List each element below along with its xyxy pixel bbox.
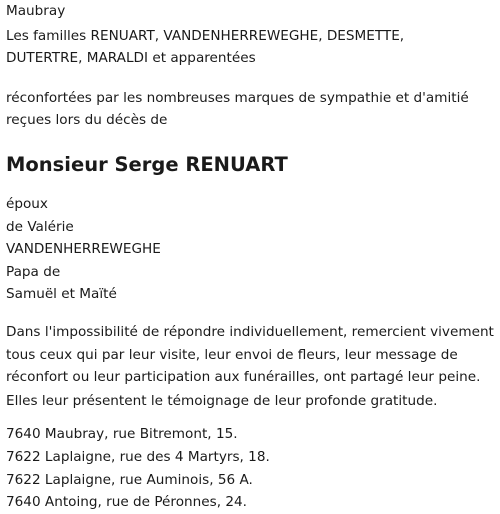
gratitude-text: Elles leur présentent le témoignage de leur profonde gratitude. xyxy=(6,392,438,409)
deceased-name-block xyxy=(6,150,494,180)
relation-line: Samuël et Maïté xyxy=(6,286,117,303)
message-line: réconfort ou leur participation aux funérailles, ont partagé leur peine. xyxy=(6,369,481,386)
families-block xyxy=(6,25,494,70)
address-line: 7622 Laplaigne, rue Auminois, 56 A. xyxy=(6,471,253,488)
relation-line: Papa de xyxy=(6,263,61,280)
relation-line: époux xyxy=(6,195,48,212)
location-block xyxy=(6,0,494,23)
gratitude-block xyxy=(6,390,494,413)
thanks-line: reçues lors du décès de xyxy=(6,112,168,129)
address-line: 7622 Laplaigne, rue des 4 Martyrs, 18. xyxy=(6,448,270,465)
relation-line: de Valérie xyxy=(6,218,74,235)
thanks-block xyxy=(6,87,494,132)
location-text: Maubray xyxy=(6,3,66,19)
message-line: Dans l'impossibilité de répondre individuellement, remercient vivement xyxy=(6,323,494,340)
families-line: DUTERTRE, MARALDI et apparentées xyxy=(6,50,256,67)
relation-line: VANDENHERREWEGHE xyxy=(6,241,161,258)
address-line: 7640 Antoing, rue de Péronnes, 24. xyxy=(6,494,247,511)
message-line: tous ceux qui par leur visite, leur envoi de fleurs, leur message de xyxy=(6,346,458,363)
address-line: 7640 Maubray, rue Bitremont, 15. xyxy=(6,426,238,443)
message-block xyxy=(6,321,494,389)
thanks-line: réconfortées par les nombreuses marques de sympathie et d'amitié xyxy=(6,89,469,106)
obituary-thanks-notice xyxy=(6,0,494,514)
addresses-block xyxy=(6,423,494,513)
families-line: Les familles RENUART, VANDENHERREWEGHE, DESMETTE, xyxy=(6,27,405,44)
deceased-name: Monsieur Serge RENUART xyxy=(6,152,288,176)
relations-block xyxy=(6,193,494,306)
